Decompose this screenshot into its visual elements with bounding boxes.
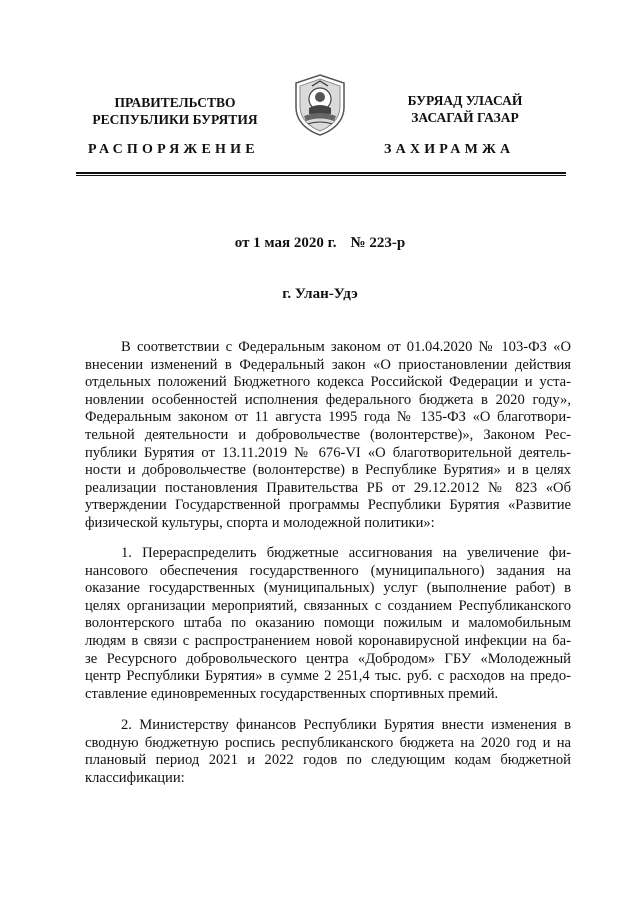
text-line: физической культуры, спорта и молодежной политики»: <box>85 514 435 531</box>
issuer-left-line2: РЕСПУБЛИКИ БУРЯТИЯ <box>92 112 258 127</box>
paragraph-preamble <box>85 339 571 533</box>
text-line: оказание государственных (муниципальных) услуг (выполнение работ) в <box>85 580 571 597</box>
text-line: ставление единовременных государственных спортивных премий. <box>85 685 499 702</box>
text-line: внесении изменений в Федеральный закон «О приостановлении действия <box>85 356 571 373</box>
text-line: ности и добровольчестве (волонтерстве) в Республике Бурятия» и в целях <box>85 462 571 479</box>
text-line: новлении особенностей исполнения федерального бюджета в 2020 году», <box>85 391 571 408</box>
doc-type-right: ЗАХИРАМЖА <box>384 142 515 157</box>
text-line: публики Бурятия от 13.11.2019 № 676-VI «О благотворительной деятель- <box>85 444 571 461</box>
text-line: В соответствии с Федеральным законом от 01.04.2020 № 103-ФЗ «О <box>121 339 571 355</box>
text-line: волонтерского штаба по оказанию помощи пожилым и маломобильным <box>85 615 571 632</box>
issuer-left <box>70 94 280 128</box>
order-date: от 1 мая 2020 г. <box>234 235 337 251</box>
text-line: Федеральным законом от 11 августа 1995 года № 135-ФЗ «О благотвори- <box>85 409 571 426</box>
text-line: людям в связи с распространением новой коронавирусной инфекции на ба- <box>85 632 571 649</box>
text-line: тельной деятельности и добровольчестве (волонтерстве)», Законом Рес- <box>85 426 571 443</box>
paragraph-item-1 <box>85 545 571 703</box>
coat-of-arms-icon <box>294 74 346 136</box>
order-number: № 223-р <box>350 235 406 251</box>
issuer-right <box>360 92 570 126</box>
paragraph-item-2 <box>85 717 571 787</box>
issuer-right-line1: БУРЯАД УЛАСАЙ <box>407 93 523 108</box>
issuer-right-line2: ЗАСАГАЙ ГАЗАР <box>411 110 519 125</box>
header-rule-thin <box>76 175 566 176</box>
text-line: центр Республики Бурятия» в сумме 2 251,4 тыс. руб. с расходов на предо- <box>85 668 571 685</box>
text-line: утверждении Государственной программы Республики Бурятия «Развитие <box>85 497 571 514</box>
header-rule <box>76 172 566 174</box>
text-line: сводную бюджетную роспись республиканского бюджета на 2020 год и на <box>85 734 571 751</box>
doc-type-left: РАСПОРЯЖЕНИЕ <box>88 142 259 157</box>
text-line: целях организации мероприятий, связанных с созданием Республиканского <box>85 597 571 614</box>
text-line: нансового обеспечения государственного (муниципального) задания на <box>85 562 571 579</box>
date-number-line <box>0 235 640 252</box>
text-line: плановый период 2021 и 2022 годов по следующим кодам бюджетной <box>85 752 571 769</box>
issuer-left-line1: ПРАВИТЕЛЬСТВО <box>114 95 236 110</box>
text-line: 1. Перераспределить бюджетные ассигнования на увеличение фи- <box>121 545 571 561</box>
text-line: 2. Министерству финансов Республики Бурятия внести изменения в <box>121 717 571 733</box>
text-line: реализации постановления Правительства РБ от 29.12.2012 № 823 «Об <box>85 479 571 496</box>
text-line: классификации: <box>85 769 185 786</box>
city: г. Улан-Удэ <box>282 286 358 302</box>
text-line: зе Ресурсного добровольческого центра «Добродом» ГБУ «Молодежный <box>85 650 571 667</box>
text-line: отдельных положений Бюджетного кодекса Российской Федерации и уста- <box>85 374 571 391</box>
